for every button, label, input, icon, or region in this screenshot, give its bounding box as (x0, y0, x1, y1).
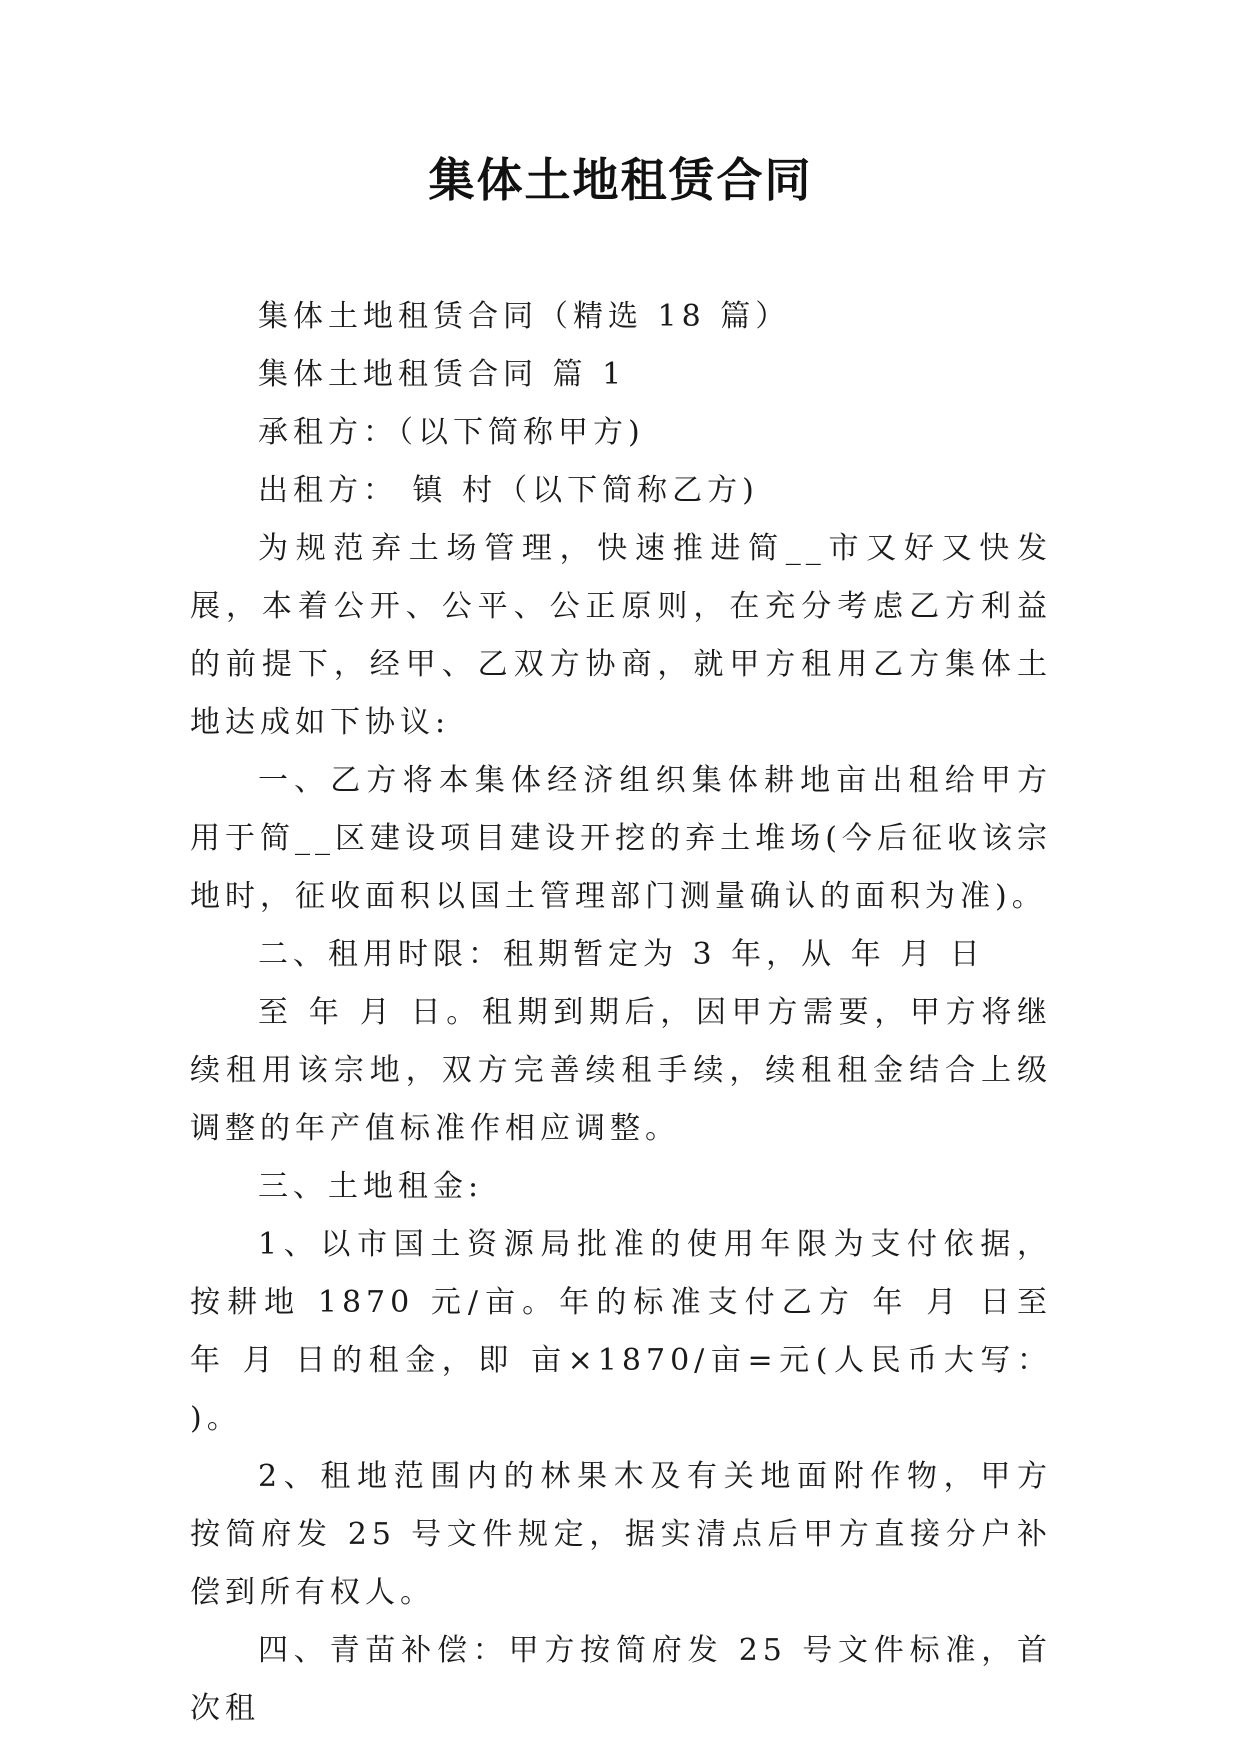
document-title: 集体土地租赁合同 (428, 153, 813, 207)
paragraph: 承租方：（以下简称甲方) (258, 415, 645, 450)
paragraph: 至 年 月 日。租期到期后，因甲方需要，甲方将继续租用该宗地，双方完善续租手续，续租租金结合上级调整的年产值标准作相应调整。 (190, 995, 1052, 1146)
paragraph: 三、土地租金: (258, 1169, 484, 1204)
document-body (190, 288, 1067, 1738)
paragraph: 四、青苗补偿：甲方按简府发 25 号文件标准，首次租 (190, 1633, 1052, 1726)
paragraph: 集体土地租赁合同 篇 1 (258, 357, 627, 392)
paragraph: 出租方： 镇 村（以下简称乙方) (258, 473, 759, 508)
paragraph: 1、以市国土资源局批准的使用年限为支付依据，按耕地 1870 元/亩。年的标准支付乙方 年 月 日至 年 月 日的租金，即 亩×1870/亩=元(人民币大写： )。 (190, 1227, 1067, 1436)
paragraph: 2、租地范围内的林果木及有关地面附作物，甲方按简府发 25 号文件规定，据实清点后甲方直接分户补偿到所有权人。 (190, 1459, 1052, 1610)
paragraph: 集体土地租赁合同（精选 18 篇） (258, 299, 791, 334)
paragraph: 二、租用时限：租期暂定为 3 年，从 年 月 日 (258, 937, 985, 972)
paragraph: 一、乙方将本集体经济组织集体耕地亩出租给甲方用于简__区建设项目建设开挖的弃土堆场(今后征收该宗地时，征收面积以国土管理部门测量确认的面积为准)。 (190, 763, 1052, 914)
paragraph: 为规范弃土场管理，快速推进简__市又好又快发展，本着公开、公平、公正原则，在充分考虑乙方利益的前提下，经甲、乙双方协商，就甲方租用乙方集体土地达成如下协议: (190, 531, 1052, 740)
